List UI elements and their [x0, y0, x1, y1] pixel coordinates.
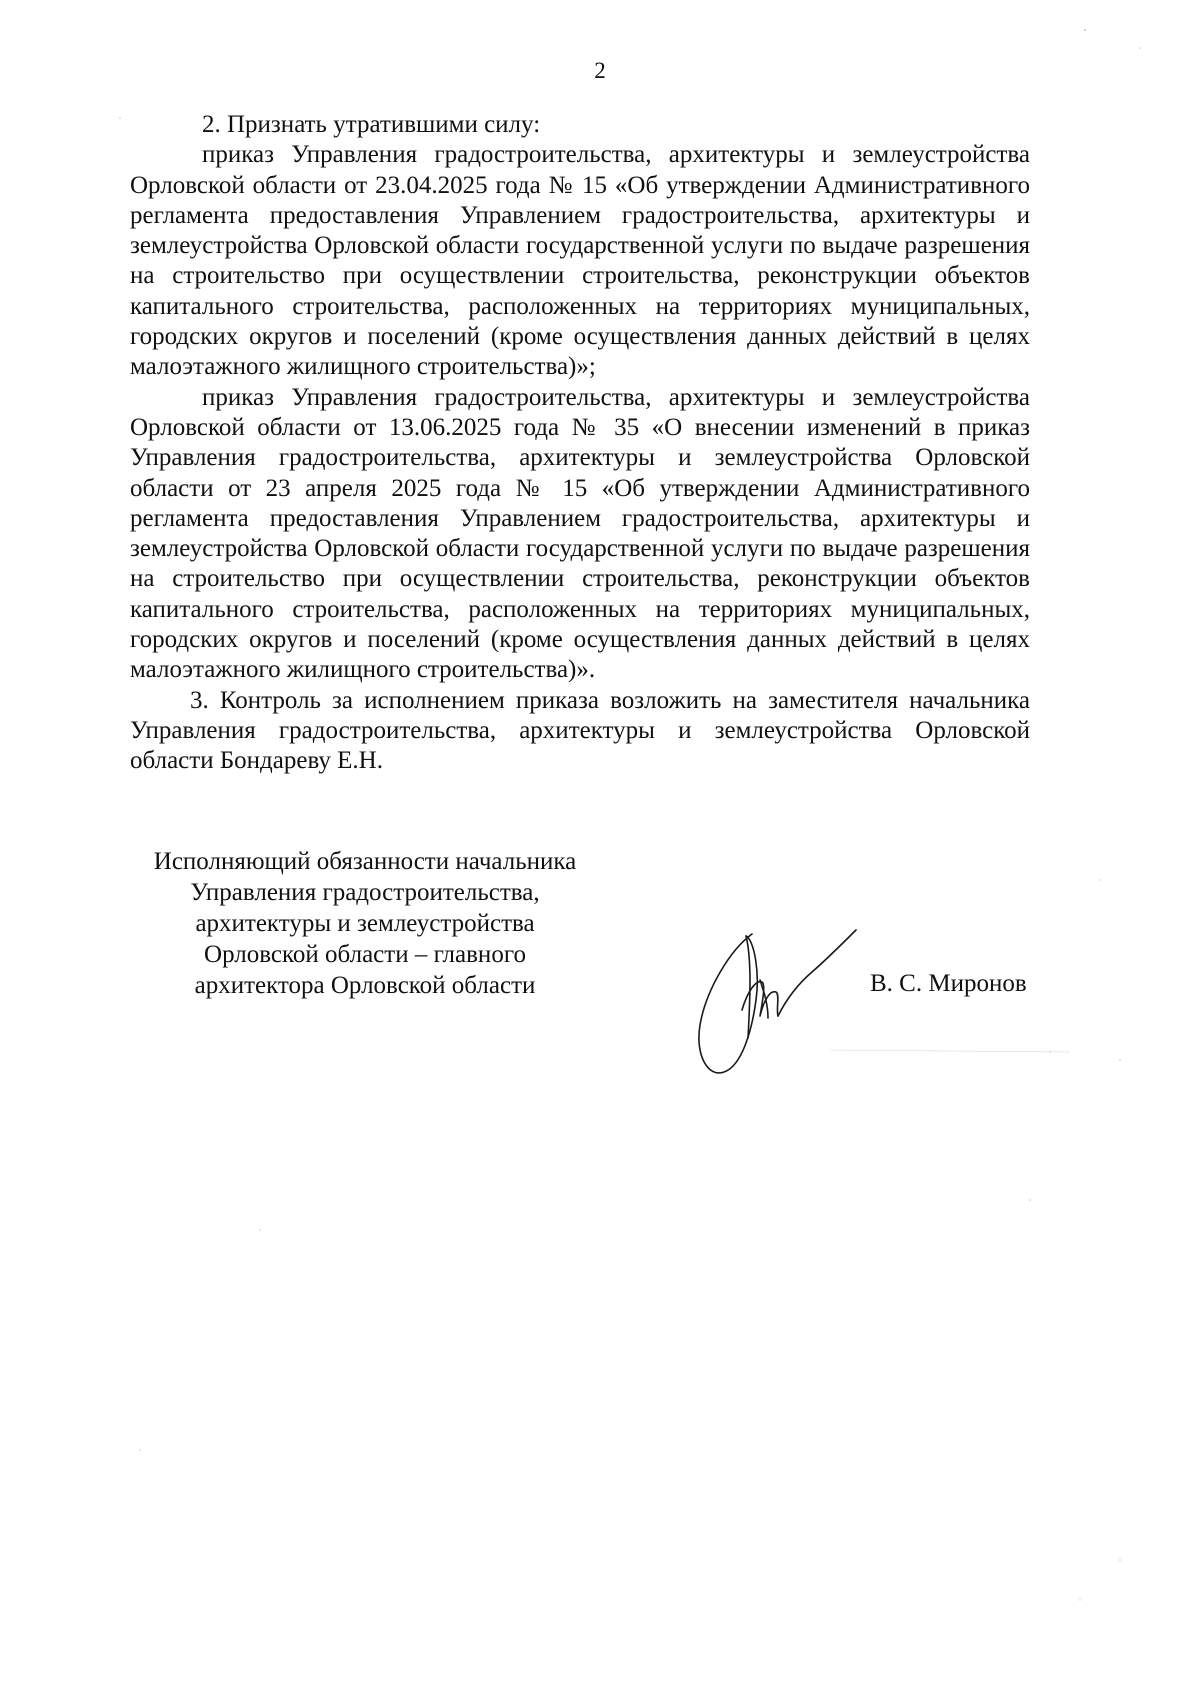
page-number: 2 — [594, 58, 606, 83]
signatory-title — [132, 846, 598, 1001]
document-body — [130, 110, 1030, 777]
signer-name: В. С. Миронов — [870, 970, 1027, 997]
signatory-title-line: Орловской области – главного — [204, 941, 526, 968]
repealed-order-1: приказ Управления градостроительства, архитектуры и землеустройства Орловской области от 23.04.2025 года № 15 «Об утверждении Административного регламента предоставления Управлением градостроительства, архитектуры и землеустройства Орловской области государственной услуги по выдаче разрешения на строительство при осуществлении строительства, реконструкции объектов капитального строительства, расположенных на территориях муниципальных, городских округов и поселений (кроме осуществления данных действий в целях малоэтажного жилищного строительства)»; — [130, 141, 1030, 381]
repealed-order-2: приказ Управления градостроительства, архитектуры и землеустройства Орловской области от 13.06.2025 года № 35 «О внесении изменений в приказ Управления градостроительства, архитектуры и землеустройства Орловской области от 23 апреля 2025 года № 15 «Об утверждении Административного регламента предоставления Управлением градостроительства, архитектуры и землеустройства Орловской области государственной услуги по выдаче разрешения на строительство при осуществлении строительства, реконструкции объектов капитального строительства, расположенных на территориях муниципальных, городских округов и поселений (кроме осуществления данных действий в целях малоэтажного жилищного строительства)». — [130, 383, 1030, 684]
section-2-heading: 2. Признать утратившими силу: — [202, 111, 541, 138]
signatory-title-line: Управления градостроительства, — [190, 879, 540, 906]
section-3-control: 3. Контроль за исполнением приказа возложить на заместителя начальника Управления градостроительства, архитектуры и землеустройства Орловской области Бондареву Е.Н. — [130, 686, 1030, 775]
signatory-title-line: архитектора Орловской области — [194, 972, 536, 999]
signatory-title-line: архитектуры и землеустройства — [195, 910, 535, 937]
handwritten-signature — [690, 920, 870, 1085]
signatory-title-line: Исполняющий обязанности начальника — [153, 848, 577, 875]
